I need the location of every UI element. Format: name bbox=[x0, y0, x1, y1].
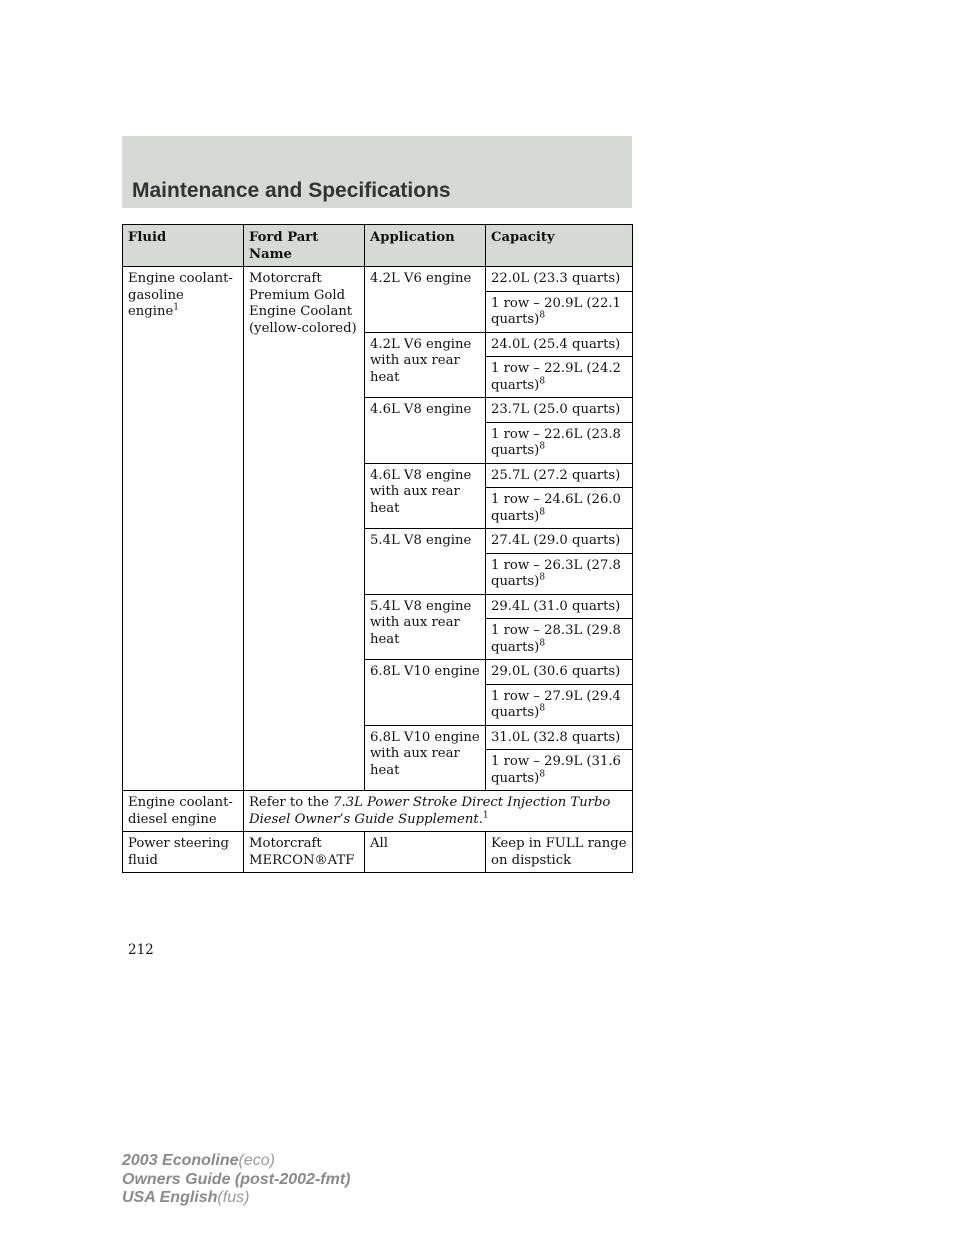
capacity-cell: 22.0L (23.3 quarts) bbox=[486, 267, 633, 292]
part-cell-coolant: Motorcraft Premium Gold Engine Coolant (yellow-colored) bbox=[244, 267, 365, 791]
column-header-part-name: Ford Part Name bbox=[244, 225, 365, 267]
capacity-cell: 27.4L (29.0 quarts) bbox=[486, 529, 633, 554]
table-row bbox=[123, 267, 633, 292]
table-row bbox=[123, 832, 633, 873]
capacity-cell-one-row: 1 row – 29.9L (31.6 quarts)$^8$ bbox=[486, 750, 633, 791]
capacity-cell: 29.0L (30.6 quarts) bbox=[486, 660, 633, 685]
footer-line-language: USA English(fus) bbox=[122, 1189, 250, 1206]
capacity-cell-one-row: 1 row – 22.9L (24.2 quarts)$^8$ bbox=[486, 357, 633, 398]
capacity-cell-one-row: 1 row – 27.9L (29.4 quarts)$^8$ bbox=[486, 684, 633, 725]
column-header-application: Application bbox=[365, 225, 486, 267]
application-cell: 5.4L V8 engine bbox=[365, 529, 486, 595]
fluid-cell-coolant-gasoline: Engine coolant-gasoline engine$^1$ bbox=[123, 267, 244, 791]
column-header-capacity: Capacity bbox=[486, 225, 633, 267]
application-cell: 4.2L V6 engine with aux rear heat bbox=[365, 332, 486, 398]
fluid-cell-coolant-diesel: Engine coolant-diesel engine bbox=[123, 791, 244, 832]
document-footer bbox=[122, 1152, 350, 1208]
capacity-cell-one-row: 1 row – 26.3L (27.8 quarts)$^8$ bbox=[486, 553, 633, 594]
capacity-cell: 23.7L (25.0 quarts) bbox=[486, 398, 633, 423]
application-cell: 6.8L V10 engine bbox=[365, 660, 486, 726]
application-cell: 5.4L V8 engine with aux rear heat bbox=[365, 594, 486, 660]
table-row bbox=[123, 791, 633, 832]
capacity-cell-one-row: 1 row – 28.3L (29.8 quarts)$^8$ bbox=[486, 619, 633, 660]
diesel-reference-cell: Refer to the 7.3L Power Stroke Direct Injection Turbo Diesel Owner’s Guide Supplement.$^1$ bbox=[244, 791, 633, 832]
supplement-title: 7.3L Power Stroke Direct Injection Turbo Diesel Owner’s Guide Supplement. bbox=[249, 795, 611, 827]
section-title: Maintenance and Specifications bbox=[132, 179, 451, 202]
capacity-cell: 25.7L (27.2 quarts) bbox=[486, 463, 633, 488]
capacity-cell: Keep in FULL range on dispstick bbox=[486, 832, 633, 873]
application-cell: 4.6L V8 engine bbox=[365, 398, 486, 464]
fluid-capacity-table bbox=[122, 224, 633, 873]
capacity-cell: 29.4L (31.0 quarts) bbox=[486, 594, 633, 619]
application-cell: 6.8L V10 engine with aux rear heat bbox=[365, 725, 486, 791]
table-header-row bbox=[123, 225, 633, 267]
capacity-cell: 24.0L (25.4 quarts) bbox=[486, 332, 633, 357]
capacity-cell-one-row: 1 row – 22.6L (23.8 quarts)$^8$ bbox=[486, 422, 633, 463]
capacity-cell-one-row: 1 row – 24.6L (26.0 quarts)$^8$ bbox=[486, 488, 633, 529]
capacity-cell-one-row: 1 row – 20.9L (22.1 quarts)$^8$ bbox=[486, 291, 633, 332]
footer-line-guide: Owners Guide (post-2002-fmt) bbox=[122, 1170, 351, 1188]
part-cell-mercon: Motorcraft MERCON®ATF bbox=[244, 832, 365, 873]
application-cell: 4.6L V8 engine with aux rear heat bbox=[365, 463, 486, 529]
page-number: 212 bbox=[128, 942, 154, 958]
footer-line-model: 2003 Econoline(eco) bbox=[122, 1152, 275, 1169]
capacity-cell: 31.0L (32.8 quarts) bbox=[486, 725, 633, 750]
column-header-fluid: Fluid bbox=[123, 225, 244, 267]
fluid-cell-power-steering: Power steering fluid bbox=[123, 832, 244, 873]
application-cell: All bbox=[365, 832, 486, 873]
application-cell: 4.2L V6 engine bbox=[365, 267, 486, 333]
